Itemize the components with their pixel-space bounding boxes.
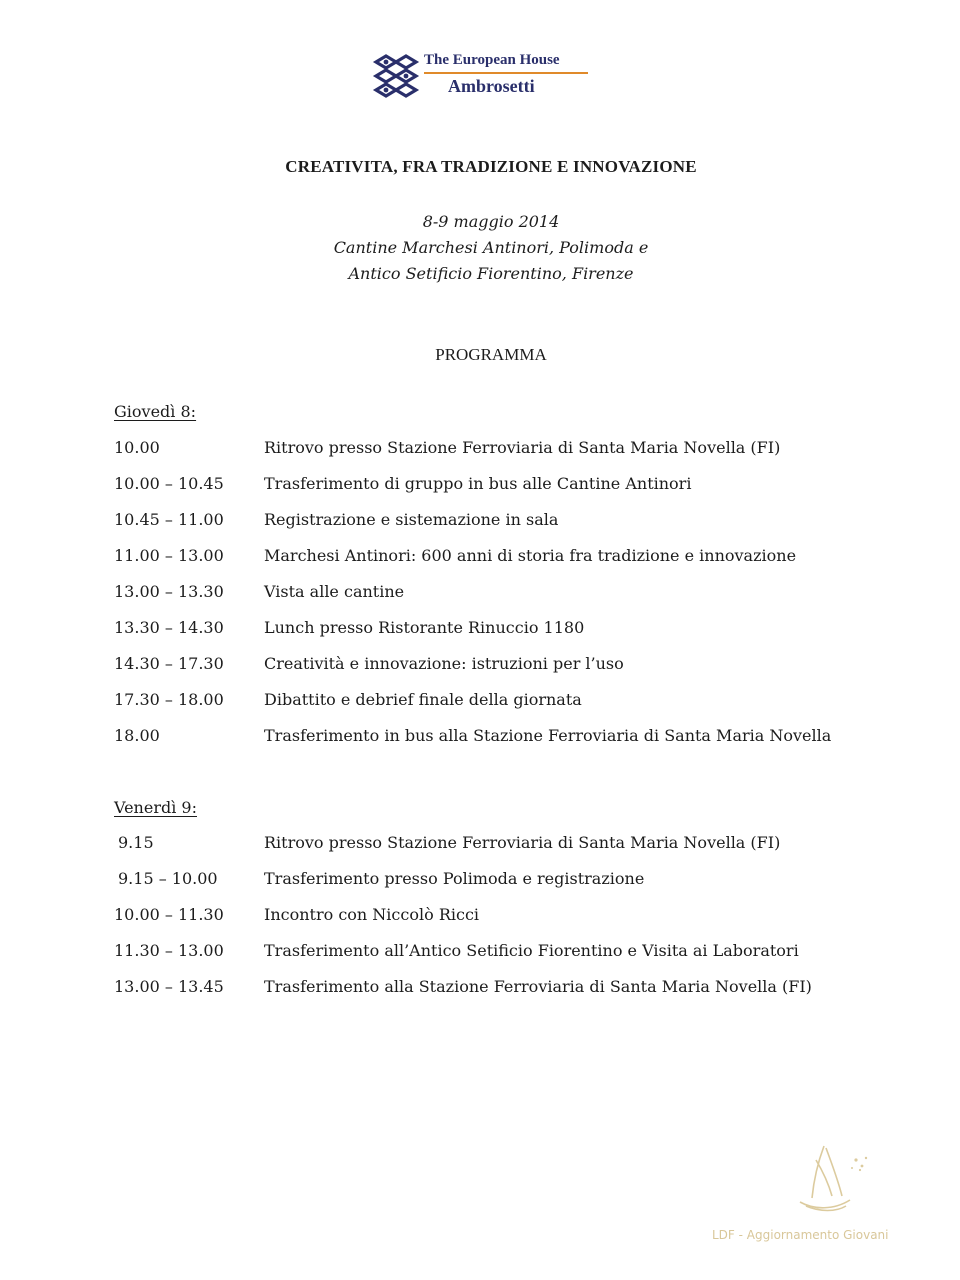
schedule-row — [0, 582, 960, 606]
schedule-row — [0, 726, 960, 750]
schedule-description: Marchesi Antinori: 600 anni di storia fra tradizione e innovazione — [264, 546, 797, 565]
ambrosetti-logo-icon — [372, 54, 420, 98]
event-venue-line1: Cantine Marchesi Antinori, Polimoda e — [333, 238, 649, 257]
schedule-row — [0, 546, 960, 570]
schedule-row — [0, 474, 960, 498]
schedule-description: Trasferimento presso Polimoda e registrazione — [264, 869, 645, 888]
schedule-description: Trasferimento in bus alla Stazione Ferroviaria di Santa Maria Novella — [264, 726, 832, 745]
schedule-row — [0, 977, 960, 1001]
ldf-watermark — [712, 1140, 912, 1250]
schedule-time: 9.15 – 10.00 — [118, 869, 218, 888]
watermark-text: LDF - Aggiornamento Giovani — [712, 1228, 889, 1242]
schedule-row — [0, 618, 960, 642]
schedule-row — [0, 869, 960, 893]
event-venue-line2: Antico Setificio Fiorentino, Firenze — [348, 264, 634, 283]
schedule-description: Lunch presso Ristorante Rinuccio 1180 — [264, 618, 585, 637]
schedule-row — [0, 941, 960, 965]
schedule-time: 10.00 — [114, 438, 160, 457]
schedule-time: 11.30 – 13.00 — [114, 941, 224, 960]
logo-divider — [424, 72, 588, 74]
schedule-description: Trasferimento all’Antico Setificio Fiorentino e Visita ai Laboratori — [264, 941, 799, 960]
logo-text-line2: Ambrosetti — [448, 76, 535, 96]
schedule-time: 17.30 – 18.00 — [114, 690, 224, 709]
logo-text-line1: The European House — [424, 52, 560, 68]
schedule-description: Ritrovo presso Stazione Ferroviaria di Santa Maria Novella (FI) — [264, 438, 781, 457]
schedule-time: 18.00 — [114, 726, 160, 745]
event-date: 8-9 maggio 2014 — [422, 212, 560, 231]
schedule-time: 13.00 – 13.45 — [114, 977, 224, 996]
day2-heading: Venerdì 9: — [114, 798, 197, 817]
schedule-row — [0, 905, 960, 929]
schedule-row — [0, 690, 960, 714]
schedule-row — [0, 510, 960, 534]
schedule-description: Registrazione e sistemazione in sala — [264, 510, 559, 529]
schedule-description: Ritrovo presso Stazione Ferroviaria di Santa Maria Novella (FI) — [264, 833, 781, 852]
schedule-time: 9.15 — [118, 833, 154, 852]
schedule-time: 10.00 – 11.30 — [114, 905, 224, 924]
schedule-time: 13.00 – 13.30 — [114, 582, 224, 601]
schedule-description: Creatività e innovazione: istruzioni per l’uso — [264, 654, 624, 673]
schedule-row — [0, 654, 960, 678]
schedule-time: 10.00 – 10.45 — [114, 474, 224, 493]
schedule-row — [0, 438, 960, 462]
day1-heading: Giovedì 8: — [114, 402, 197, 421]
schedule-description: Trasferimento di gruppo in bus alle Cantine Antinori — [264, 474, 692, 493]
schedule-time: 14.30 – 17.30 — [114, 654, 224, 673]
programma-heading: PROGRAMMA — [435, 345, 547, 364]
schedule-time: 11.00 – 13.00 — [114, 546, 224, 565]
schedule-time: 13.30 – 14.30 — [114, 618, 224, 637]
schedule-description: Trasferimento alla Stazione Ferroviaria di Santa Maria Novella (FI) — [264, 977, 812, 996]
schedule-description: Dibattito e debrief finale della giornata — [264, 690, 582, 709]
sailboat-icon — [780, 1140, 870, 1220]
schedule-description: Vista alle cantine — [264, 582, 405, 601]
ambrosetti-logo — [372, 52, 602, 100]
schedule-row — [0, 833, 960, 857]
document-title: CREATIVITA, FRA TRADIZIONE E INNOVAZIONE — [285, 157, 697, 176]
schedule-description: Incontro con Niccolò Ricci — [264, 905, 480, 924]
schedule-time: 10.45 – 11.00 — [114, 510, 224, 529]
